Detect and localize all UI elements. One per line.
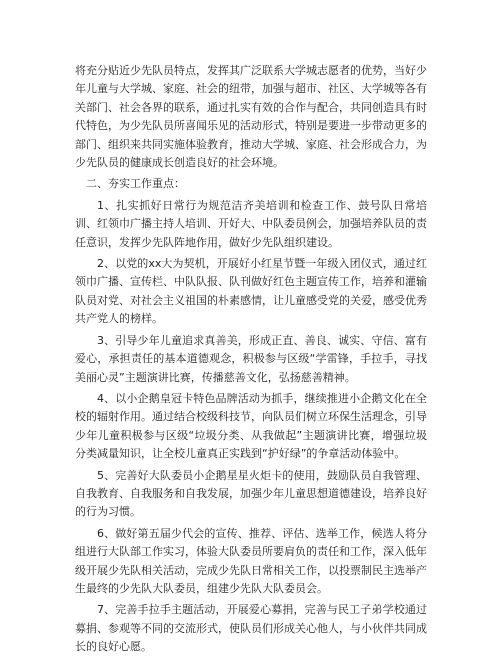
paragraph-item-2: 2、以党的xx大为契机，开展好小红星节暨一年级入团仪式，通过红领巾广播、宣传栏、中队队报、队刊做好红色主题宣传工作，培养和灌输队员对党、对社会主义祖国的朴素感情，让儿童感受党的关爱，感受优秀共产党人的榜样。 xyxy=(75,257,427,326)
document-body xyxy=(75,62,427,660)
paragraph-item-5: 5、完善好大队委员小企鹅星星火炬卡的使用，鼓励队员自我管理、自我教育、自我服务和自我发展，加强少年儿童思想道德建设，培养良好的行为习惯。 xyxy=(75,468,427,519)
section-heading: 二、夯实工作重点： xyxy=(86,177,185,191)
paragraph-item-7: 7、完善手拉手主题活动，开展爱心募捐，完善与民工子弟学校通过募捐、参观等不同的交流形式，使队员们形成关心他人，与小伙伴共同成长的良好心愿。 xyxy=(75,603,427,654)
paragraph-item-4: 4、以小企鹅皇冠卡特色品牌活动为抓手，继续推进小企鹅文化在全校的辐射作用。通过结合校级科技节，向队员们树立环保生活理念，引导少年儿童积极参与区级“垃圾分类、从我做起”主题演讲比赛，增强垃圾分类减量知识，让全校儿童真正实践到“护好绿”的争章活动体验中。 xyxy=(75,391,427,461)
paragraph-intro: 将充分贴近少先队员特点，发挥其广泛联系大学城志愿者的优势，当好少年儿童与大学城、家庭、社会的纽带，加强与超市、社区、大学城等各有关部门、社会各界的联系，通过扎实有效的合作与配合，共同创造具有时代特色，为少先队员所喜闻乐见的活动形式，特别是要进一步带动更多的部门、组织来共同实施体验教育，推动大学城、家庭、社会形成合力，为少先队员的健康成长创造良好的社会环境。 xyxy=(75,64,427,170)
paragraph-item-1: 1、扎实抓好日常行为规范洁齐美培训和检查工作、鼓号队日常培训、红领巾广播主持人培训、开好大、中队委员例会，加强培养队员的责任意识，发挥少先队阵地作用，做好少先队组织建设。 xyxy=(75,198,427,249)
paragraph-item-6: 6、做好第五届少代会的宣传、推荐、评估、选举工作，候选人将分组进行大队部工作实习，体验大队委员所要肩负的责任和工作，深入低年级开展少先队相关活动，完成少先队日常相关工作，以投票制民主选举产生最终的少先队大队委员，组建少先队大队委员会。 xyxy=(75,526,427,595)
paragraph-item-3: 3、引导少年儿童追求真善美，形成正直、善良、诚实、守信、富有爱心，承担责任的基本道德观念，积极参与区级“学雷锋，手拉手，寻找美丽心灵”主题演讲比赛，传播慈善文化，弘扬慈善精神。 xyxy=(75,333,427,384)
